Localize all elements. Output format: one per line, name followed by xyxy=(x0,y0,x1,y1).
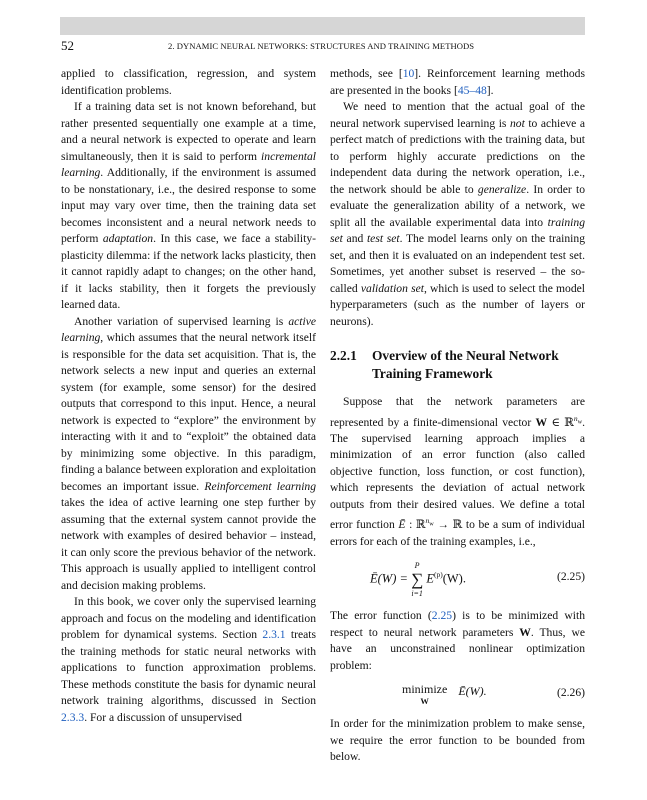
paragraph: In order for the minimization problem to make sense, we require the error function to be bounded from below. xyxy=(330,717,585,764)
running-head: 2. DYNAMIC NEURAL NETWORKS: STRUCTURES AND TRAINING METHODS xyxy=(168,41,475,51)
equation-number: (2.26) xyxy=(556,686,585,700)
paragraph: The error function (2.25) is to be minimized with respect to neural network parameters W. Thus, we have an unconstrained nonlinear optimization problem: xyxy=(330,609,585,672)
citation-link[interactable]: 10 xyxy=(402,67,415,80)
citation-link[interactable]: 45–48 xyxy=(457,83,487,97)
equation-2-26: minimize W Ē(W). (2.26) xyxy=(402,682,585,707)
page-number: 52 xyxy=(61,38,74,53)
paragraph: applied to classification, regression, and system identification problems. xyxy=(61,67,316,97)
paragraph: Another variation of supervised learning is active learning, which assumes that the neural network itself is responsible for the data set acquisition. That is, the network selects a new input and queries an external system (for example, some sensor) for the desired outputs that correspond to this input. Hence, a neural network is expected to “explore” the environment by interacting with it and to “exploit” the obtained data by minimizing some objective. In this paradigm, finding a balance between exploration and exploitation becomes an important issue. Reinforcement learning takes the idea of active learning one step further by assuming that the external system cannot provide the network with examples of desired behavior – instead, it can only score the previous behavior of the network. This approach is usually applied to intelligent control and decision making problems. xyxy=(61,314,317,592)
paragraph: We need to mention that the actual goal of the neural network supervised learning is not to achieve a perfect match of predictions with the training data, but to perform highly accurate predictions on the independent data during the network operation, i.e., the network should be able to generalize. In order to evaluate the generalization ability of a network, we split all the available experimental data into training set and test set. The model learns only on the training set, and then it is evaluated on an independent test set. Sometimes, yet another subset is reserved – the so-called validation set, which is used to select the model hyperparameters (such as the number of layers or neurons). xyxy=(330,100,586,328)
equation-2-25: Ē(W) = P ∑ i=1 $E^{(p)}(W)$. (2.25) xyxy=(370,561,585,599)
paragraph: If a training data set is not known beforehand, but rather presented sequentially one example at a time, and a neural network is expected to operate and learn simultaneously, then it is said to perform incremental learning. Additionally, if the environment is assumed to be nonstationary, i.e., the desired response to some input may vary over time, then the training data set becomes inconsistent and a neural network needs to perform adaptation. In this case, we face a stability-plasticity dilemma: if the network lacks plasticity, then it cannot rapidly adapt to changes; on the other hand, if it lacks stability, then it forgets the previously learned data. xyxy=(61,100,316,311)
section-link[interactable]: 2.3.1 xyxy=(262,628,286,641)
equation-link[interactable]: 2.25 xyxy=(431,609,453,623)
section-link[interactable]: 2.3.3 xyxy=(61,710,85,724)
section-title: Overview of the Neural Network Training Framework xyxy=(372,348,559,381)
equation-number: (2.25) xyxy=(556,570,585,584)
section-heading xyxy=(330,347,585,383)
paragraph: methods, see [10]. Reinforcement learning methods are presented in the books [45–48]. xyxy=(330,67,585,97)
right-column xyxy=(330,66,585,766)
section-number: 2.2.1 xyxy=(330,348,357,363)
paragraph: Suppose that the network parameters are represented by a finite-dimensional vector W ∈ ℝ$^{n_w}$. The supervised learning approach implies a minimization of an error function (also called objective function, loss function, or cost function), which represents the deviation of actual network outputs from their desired values. We define a total error function Ē : ℝ$^{n_w}$ → ℝ to be a sum of individual errors for each of the training examples, i.e., xyxy=(330,395,586,548)
left-column xyxy=(61,66,316,726)
paragraph: In this book, we cover only the supervised learning approach and focus on the modeling and identification problem for dynamical systems. Section 2.3.1 treats the training methods for static neural networks with applications to function approximation problems. These methods constitute the basis for dynamic neural network training algorithms, discussed in Section 2.3.3. For a discussion of unsupervised xyxy=(61,595,316,724)
header-bar xyxy=(60,17,585,35)
